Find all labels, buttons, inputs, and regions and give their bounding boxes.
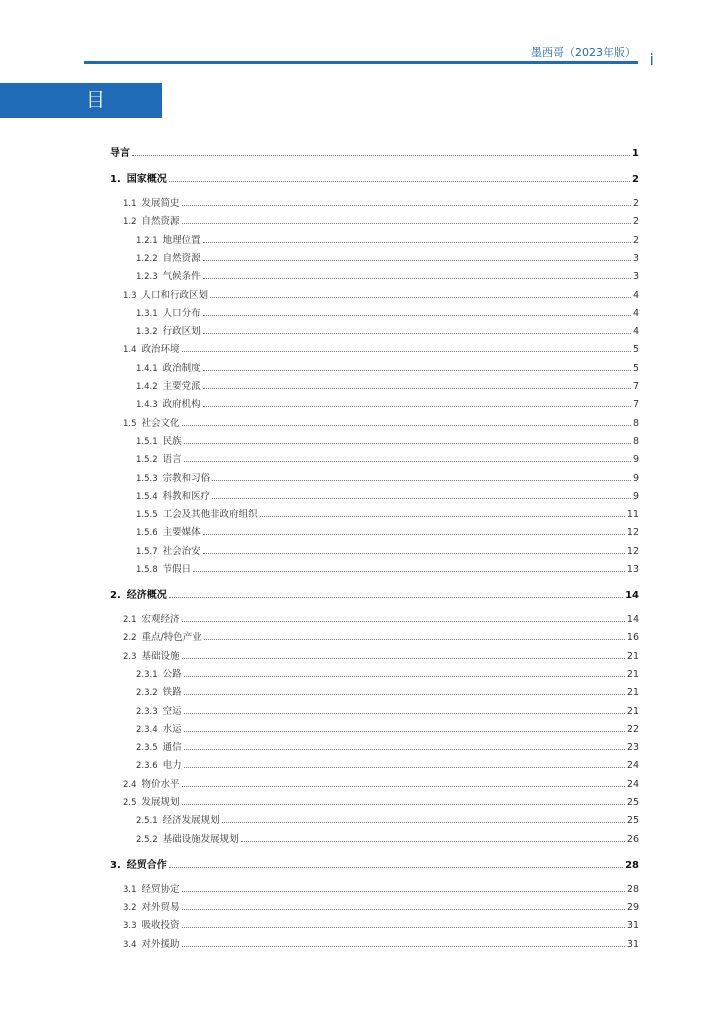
toc-entry-text: 语言	[162, 454, 182, 466]
toc-page-number: 4	[632, 307, 639, 319]
toc-entry-label	[136, 666, 182, 680]
toc-page-number: 21	[626, 687, 639, 699]
toc-entry-text: 经济发展规划	[162, 815, 220, 827]
toc-section-entry[interactable]	[136, 559, 639, 575]
toc-entry-text: 经贸协定	[141, 883, 180, 895]
toc-entry-label	[136, 543, 201, 557]
toc-entry-number: 1.3.2	[136, 327, 158, 338]
toc-section-entry[interactable]	[136, 376, 639, 392]
toc-section-entry[interactable]	[123, 879, 639, 895]
toc-section-entry[interactable]	[136, 358, 639, 374]
toc-entry-number: 1.5.5	[136, 510, 158, 521]
dot-leader	[203, 388, 631, 389]
toc-entry-number: 1.5.7	[136, 546, 158, 557]
toc-entry-text: 重点/特色产业	[141, 632, 202, 644]
toc-entry-label	[136, 433, 182, 447]
toc-entry-text: 节假日	[162, 564, 192, 575]
toc-page-number: 16	[626, 632, 639, 644]
toc-entry-number: 2.2	[123, 633, 137, 644]
toc-page-number: 24	[626, 778, 639, 790]
toc-chapter-entry[interactable]	[110, 855, 639, 871]
toc-entry-text: 铁路	[162, 687, 182, 699]
toc-entry-number: 1.2.2	[136, 253, 158, 264]
toc-entry-text: 物价水平	[141, 778, 180, 790]
toc-section-entry[interactable]	[136, 522, 639, 538]
toc-entry-text: 宏观经济	[141, 614, 180, 625]
toc-entry-text: 基础设施发展规划	[162, 833, 239, 845]
toc-entry-number: 2.3.3	[136, 706, 158, 717]
toc-entry-label	[110, 170, 167, 185]
toc-section-entry[interactable]	[123, 915, 639, 931]
toc-page-number: 22	[626, 723, 639, 735]
toc-entry-label	[136, 703, 182, 717]
dot-leader	[182, 223, 631, 224]
toc-entry-label	[136, 232, 201, 246]
toc-entry-label	[136, 488, 210, 502]
dot-leader	[210, 297, 631, 298]
toc-entry-label	[123, 899, 180, 913]
toc-entry-label	[123, 794, 180, 808]
toc-page-number: 29	[626, 901, 639, 913]
dot-leader	[182, 425, 631, 426]
dot-leader	[184, 443, 631, 444]
toc-page-number: 2	[632, 216, 639, 228]
toc-entry-label	[123, 936, 180, 950]
toc-entry-label	[136, 739, 182, 753]
toc-entry-text: 宗教和习俗	[162, 472, 211, 484]
toc-entry-number: 1.5.2	[136, 455, 158, 466]
dot-leader	[212, 480, 631, 481]
toc-page-number: 8	[632, 417, 639, 429]
toc-entry-number: 1.3	[123, 290, 137, 301]
toc-entry-text: 发展简史	[141, 198, 180, 209]
toc-entry-label	[136, 561, 191, 575]
dot-leader	[182, 946, 625, 947]
toc-section-entry[interactable]	[123, 897, 639, 913]
toc-entry-number: 2.3.4	[136, 724, 158, 735]
dot-leader	[203, 370, 631, 371]
toc-entry-label	[123, 287, 208, 301]
toc-entry-label	[136, 268, 201, 282]
toc-entry-label	[123, 629, 202, 643]
toc-section-entry[interactable]	[136, 504, 639, 520]
toc-entry-number: 1.4.2	[136, 382, 158, 392]
dot-leader	[182, 658, 625, 659]
toc-entry-text: 民族	[162, 435, 182, 447]
toc-entry-label	[136, 684, 182, 698]
toc-entry-text: 气候条件	[162, 271, 201, 283]
dot-leader	[182, 786, 625, 787]
running-header-title: 墨西哥（2023年版）	[531, 46, 636, 59]
toc-section-entry[interactable]	[136, 737, 639, 753]
toc-entry-text: 导言	[110, 148, 130, 159]
toc-entry-number: 2.3	[123, 651, 137, 662]
toc-entry-text: 电力	[162, 760, 182, 772]
toc-entry-number: 1.5	[123, 418, 137, 429]
toc-entry-label	[136, 305, 201, 319]
toc-entry-text: 空运	[162, 705, 182, 717]
toc-section-entry[interactable]	[123, 646, 639, 662]
toc-entry-number: 1.5.4	[136, 491, 158, 502]
toc-entry-label	[136, 378, 201, 392]
toc-entry-text: 地理位置	[162, 234, 201, 246]
toc-page-number: 8	[632, 435, 639, 447]
toc-page-number: 28	[625, 859, 639, 871]
toc-page-number: 28	[626, 883, 639, 895]
dot-leader	[184, 713, 625, 714]
dot-leader	[203, 315, 631, 316]
toc-section-entry[interactable]	[136, 682, 639, 698]
toc-entry-text: 发展规划	[141, 797, 180, 808]
toc-page-number: 1	[632, 148, 639, 159]
toc-section-entry[interactable]	[136, 303, 639, 319]
dot-leader	[182, 804, 625, 805]
toc-entry-number: 2.3.1	[136, 669, 158, 680]
toc-entry-label	[136, 831, 239, 845]
toc-section-entry[interactable]	[123, 413, 639, 429]
toc-section-entry[interactable]	[123, 934, 639, 950]
toc-page-number: 25	[626, 815, 639, 827]
toc-entry-number: 1.1	[123, 199, 137, 209]
toc-page-number: 2	[632, 234, 639, 246]
toc-page-number: 5	[632, 362, 639, 374]
toc-entry-text: 主要媒体	[162, 527, 201, 539]
toc-entry-text: 通信	[162, 742, 182, 754]
toc-page-number: 2	[632, 174, 639, 185]
toc-section-entry[interactable]	[136, 321, 639, 337]
toc-page-number: 25	[626, 797, 639, 808]
toc-entry-number: 3.	[110, 859, 121, 871]
toc-section-entry[interactable]	[123, 774, 639, 790]
toc-section-entry[interactable]	[136, 468, 639, 484]
dot-leader	[182, 891, 625, 892]
dot-leader	[169, 597, 623, 598]
toc-entry-label	[136, 451, 182, 465]
toc-entry-number: 1.2.1	[136, 235, 158, 246]
toc-page-number: 24	[626, 760, 639, 772]
toc-section-entry[interactable]	[136, 431, 639, 447]
toc-page-number: 26	[626, 833, 639, 845]
dot-leader	[193, 571, 625, 572]
toc-page-number: 5	[632, 344, 639, 356]
toc-section-entry[interactable]	[123, 193, 639, 209]
toc-entry-label	[136, 757, 182, 771]
toc-entry-number: 2.5.1	[136, 816, 158, 827]
toc-entry-text: 工会及其他非政府组织	[162, 509, 258, 521]
dot-leader	[182, 205, 631, 206]
toc-section-entry[interactable]	[123, 792, 639, 808]
dot-leader	[169, 181, 630, 182]
toc-entry-label	[123, 341, 180, 355]
toc-section-entry[interactable]	[136, 755, 639, 771]
toc-entry-number: 1.2.3	[136, 272, 158, 283]
toc-entry-text: 社会治安	[162, 545, 201, 557]
toc-entry-text: 政府机构	[162, 399, 201, 411]
toc-entry-number: 1.5.3	[136, 473, 158, 484]
dot-leader	[203, 260, 631, 261]
toc-entry-label	[110, 856, 167, 871]
toc-entry-text: 社会文化	[141, 417, 180, 429]
toc-page-number: 9	[632, 472, 639, 484]
toc-entry-label	[136, 250, 201, 264]
dot-leader	[184, 694, 625, 695]
toc-page-number: 12	[626, 527, 639, 539]
toc-section-entry[interactable]	[136, 829, 639, 845]
toc-section-entry[interactable]	[123, 339, 639, 355]
toc-entry-label	[110, 144, 130, 159]
toc-page-number: 3	[632, 252, 639, 264]
toc-entry-text: 对外援助	[141, 938, 180, 950]
toc-page-number: 12	[626, 545, 639, 557]
toc-entry-text: 科教和医疗	[162, 490, 211, 502]
toc-entry-number: 2.5	[123, 798, 137, 808]
toc-entry-number: 3.4	[123, 939, 137, 950]
toc-entry-label	[136, 360, 201, 374]
toc-section-entry[interactable]	[136, 248, 639, 264]
dot-leader	[260, 516, 625, 517]
dot-leader	[182, 927, 625, 928]
toc-entry-number: 2.3.5	[136, 743, 158, 754]
toc-entry-label	[123, 611, 180, 625]
dot-leader	[203, 553, 625, 554]
toc-section-entry[interactable]	[136, 701, 639, 717]
toc-entry-number: 1.5.6	[136, 528, 158, 539]
toc-entry-text: 对外贸易	[141, 901, 180, 913]
dot-leader	[169, 867, 623, 868]
toc-entry-number: 1.4.1	[136, 363, 158, 374]
page-number-roman: i	[649, 50, 654, 69]
toc-page-number: 21	[626, 668, 639, 680]
toc-entry-number: 1.4.3	[136, 400, 158, 411]
toc-section-entry[interactable]	[136, 664, 639, 680]
dot-leader	[203, 534, 625, 535]
toc-entry-text: 自然资源	[162, 252, 201, 264]
toc-entry-text: 政治环境	[141, 344, 180, 356]
toc-page-number: 7	[632, 399, 639, 411]
toc-page-number: 21	[626, 705, 639, 717]
toc-entry-number: 1.2	[123, 217, 137, 228]
toc-entry-number: 2.5.2	[136, 834, 158, 845]
toc-chapter-entry[interactable]	[110, 585, 639, 601]
dot-leader	[184, 676, 625, 677]
toc-entry-number: 3.2	[123, 902, 137, 913]
toc-page-number: 31	[626, 920, 639, 932]
toc-entry-number: 2.3.6	[136, 761, 158, 772]
toc-page-number: 9	[632, 490, 639, 502]
toc-page-number: 11	[626, 509, 639, 521]
dot-leader	[203, 278, 631, 279]
toc-page-number: 23	[626, 742, 639, 754]
toc-entry-text: 政治制度	[162, 362, 201, 374]
dot-leader	[132, 155, 630, 156]
toc-section-entry[interactable]	[123, 609, 639, 625]
toc-entry-number: 1.4	[123, 345, 137, 356]
toc-entry-text: 行政区划	[162, 326, 201, 338]
toc-entry-label	[136, 506, 258, 520]
toc-entry-text: 水运	[162, 723, 182, 735]
toc-entry-text: 国家概况	[126, 174, 167, 185]
dot-leader	[212, 498, 631, 499]
dot-leader	[222, 822, 625, 823]
toc-entry-number: 1.5.1	[136, 436, 158, 447]
toc-entry-number: 2.1	[123, 615, 137, 625]
toc-page-number: 13	[626, 564, 639, 575]
dot-leader	[241, 841, 625, 842]
toc-entry-label	[123, 776, 180, 790]
toc-entry-label	[136, 524, 201, 538]
toc-entry-number: 1.	[110, 174, 121, 185]
toc-page-number: 31	[626, 938, 639, 950]
toc-section-entry[interactable]	[136, 719, 639, 735]
toc-entry-label	[123, 195, 180, 209]
toc-page-number: 14	[626, 614, 639, 625]
dot-leader	[184, 731, 625, 732]
toc-title: 目 录	[86, 89, 120, 146]
toc-entry-text: 自然资源	[141, 216, 180, 228]
toc-page-number: 9	[632, 454, 639, 466]
toc-section-entry[interactable]	[136, 541, 639, 557]
toc-entry-label	[136, 812, 220, 826]
toc-page-number: 4	[632, 289, 639, 301]
toc-entry-label	[123, 881, 180, 895]
dot-leader	[184, 767, 625, 768]
toc-page-number: 3	[632, 271, 639, 283]
dot-leader	[203, 242, 631, 243]
toc-entry-text: 经济概况	[126, 590, 167, 601]
dot-leader	[184, 749, 625, 750]
toc-page-number: 7	[632, 381, 639, 392]
toc-entry-label	[136, 396, 201, 410]
dot-leader	[203, 406, 631, 407]
toc-section-entry[interactable]	[136, 230, 639, 246]
toc-entry-number: 1.5.8	[136, 565, 158, 575]
toc-page-number: 4	[632, 326, 639, 338]
toc-page-number: 2	[632, 198, 639, 209]
toc-chapter-entry[interactable]	[110, 169, 639, 185]
toc-entry-text: 人口分布	[162, 307, 201, 319]
toc-chapter-entry[interactable]	[110, 143, 639, 159]
toc-entry-label	[110, 586, 167, 601]
dot-leader	[184, 461, 631, 462]
toc-entry-label	[136, 721, 182, 735]
toc-entry-number: 2.3.2	[136, 688, 158, 699]
toc-entry-number: 3.3	[123, 921, 137, 932]
toc-entry-label	[136, 323, 201, 337]
toc-entry-number: 2.	[110, 590, 121, 601]
toc-section-entry[interactable]	[136, 810, 639, 826]
toc-entry-label	[123, 415, 180, 429]
toc-section-entry[interactable]	[136, 394, 639, 410]
toc-section-entry[interactable]	[123, 285, 639, 301]
toc-entry-label	[136, 470, 210, 484]
toc-page-number: 21	[626, 650, 639, 662]
dot-leader	[182, 909, 625, 910]
toc-page-number: 14	[625, 590, 639, 601]
dot-leader	[204, 639, 625, 640]
toc-section-entry[interactable]	[123, 211, 639, 227]
dot-leader	[203, 333, 631, 334]
toc-entry-text: 主要党派	[162, 381, 201, 392]
toc-entry-text: 公路	[162, 668, 182, 680]
toc-entry-label	[123, 648, 180, 662]
toc-entry-label	[123, 213, 180, 227]
toc-section-entry[interactable]	[136, 449, 639, 465]
toc-entry-number: 2.4	[123, 779, 137, 790]
toc-entry-label	[123, 917, 180, 931]
toc-entry-number: 1.3.1	[136, 308, 158, 319]
toc-entry-number: 3.1	[123, 884, 137, 895]
dot-leader	[182, 621, 625, 622]
toc-section-entry[interactable]	[136, 486, 639, 502]
toc-entry-text: 人口和行政区划	[141, 289, 209, 301]
dot-leader	[182, 351, 631, 352]
toc-section-entry[interactable]	[123, 627, 639, 643]
toc-entry-text: 基础设施	[141, 650, 180, 662]
toc-entry-text: 吸收投资	[141, 920, 180, 932]
toc-entry-text: 经贸合作	[126, 859, 167, 871]
toc-section-entry[interactable]	[136, 266, 639, 282]
